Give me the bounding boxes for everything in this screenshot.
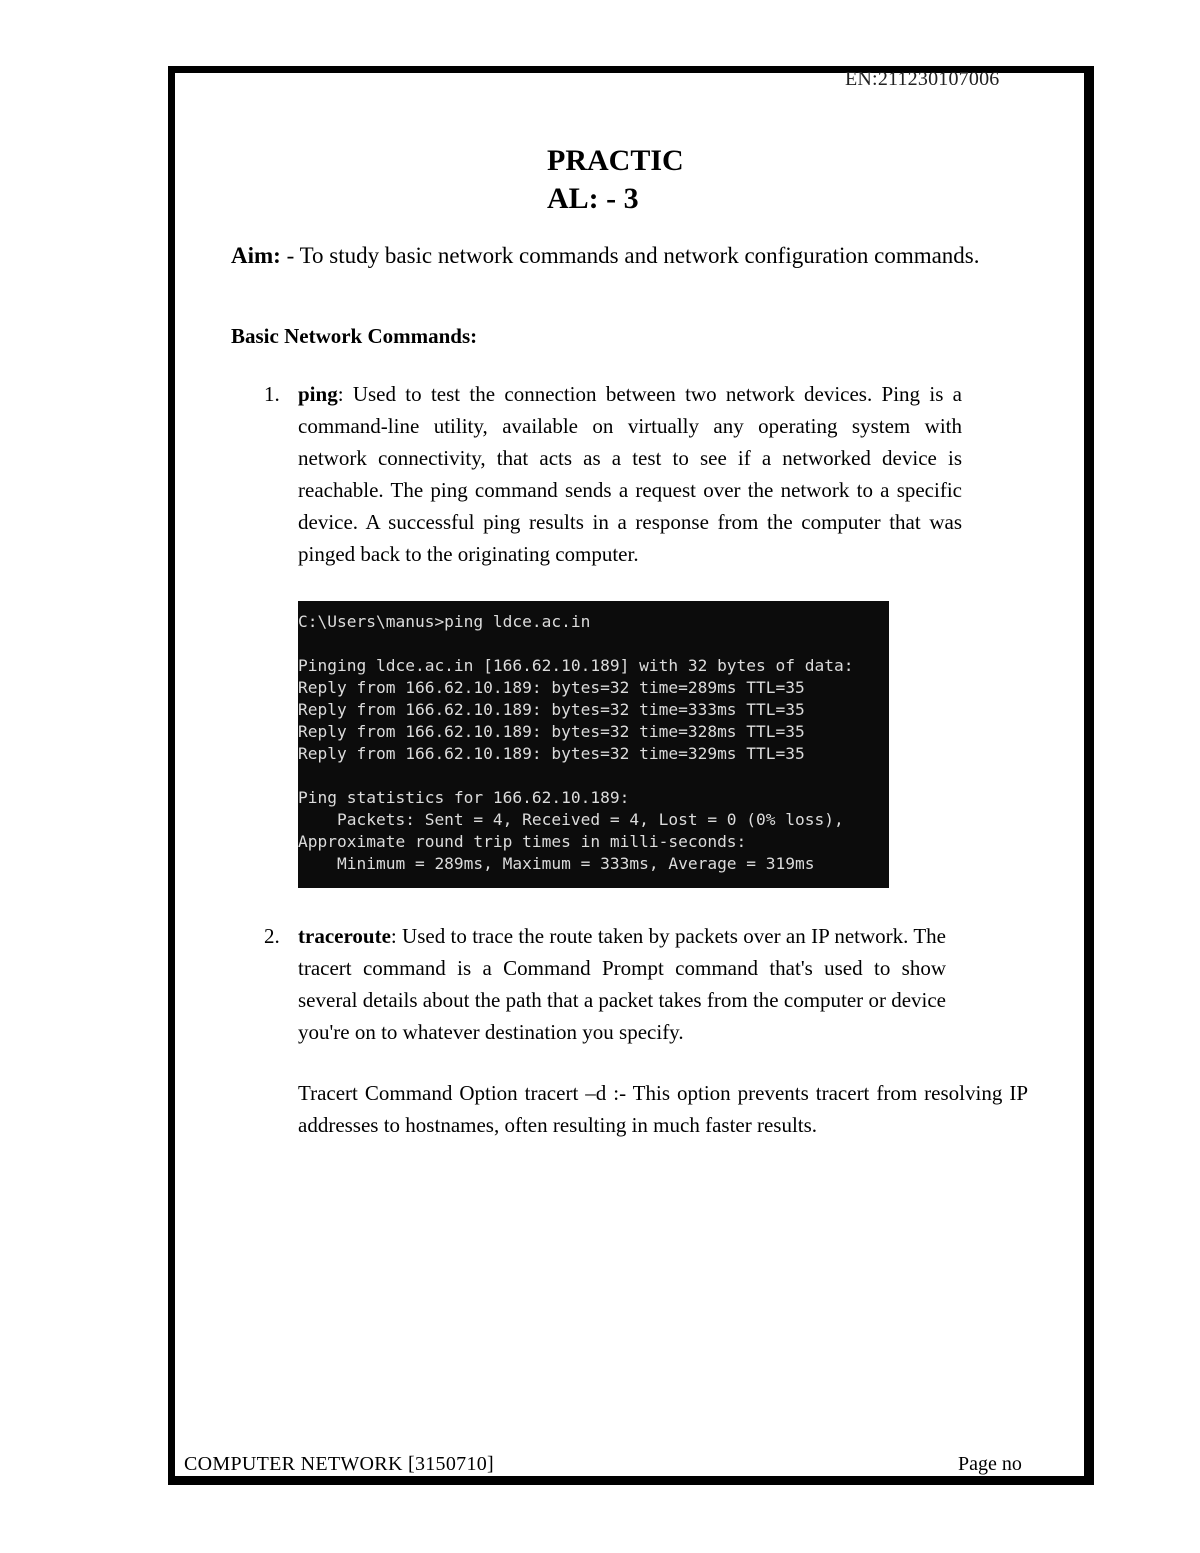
terminal-line: Pinging ldce.ac.in [166.62.10.189] with 32 bytes of data:: [298, 656, 854, 675]
terminal-line: Approximate round trip times in milli-seconds:: [298, 832, 747, 851]
title-line-1: PRACTIC: [547, 144, 684, 177]
enrollment-number: EN:211230107006: [845, 68, 1000, 90]
terminal-line: Minimum = 289ms, Maximum = 333ms, Average = 319ms: [298, 854, 815, 873]
list-number: 1.: [264, 382, 280, 406]
title-line-2: AL: - 3: [547, 182, 639, 215]
terminal-line: Reply from 166.62.10.189: bytes=32 time=333ms TTL=35: [298, 700, 805, 719]
terminal-line: Reply from 166.62.10.189: bytes=32 time=289ms TTL=35: [298, 678, 805, 697]
tracert-option-text: Tracert Command Option tracert –d :- This option prevents tracert from resolving IP addresses to hostnames, often resulting in much faster results.: [298, 1081, 1028, 1137]
terminal-line: C:\Users\manus>ping ldce.ac.in: [298, 612, 591, 631]
list-number: 2.: [264, 924, 280, 948]
footer-page-number: Page no: [958, 1453, 1022, 1475]
aim-label: Aim:: [231, 243, 281, 268]
terminal-line: Reply from 166.62.10.189: bytes=32 time=329ms TTL=35: [298, 744, 805, 763]
terminal-line: Reply from 166.62.10.189: bytes=32 time=328ms TTL=35: [298, 722, 805, 741]
footer-course: COMPUTER NETWORK [3150710]: [184, 1453, 495, 1475]
terminal-line: [298, 765, 889, 787]
term-ping: ping: [298, 382, 338, 406]
list-item-text: [298, 378, 962, 570]
terminal-line: Ping statistics for 166.62.10.189:: [298, 788, 630, 807]
term-traceroute: traceroute: [298, 924, 391, 948]
aim-paragraph: [231, 240, 1051, 272]
terminal-line: Packets: Sent = 4, Received = 4, Lost = 0 (0% loss),: [298, 810, 844, 829]
terminal-line: [298, 633, 889, 655]
list-item-text: [298, 920, 946, 1048]
practical-title: [547, 142, 684, 218]
section-heading: Basic Network Commands:: [231, 324, 478, 348]
ping-description: : Used to test the connection between two network devices. Ping is a command-line utility, available on virtually any operating system with network connectivity, that acts as a test to see if a networked device is reachable. The ping command sends a request over the network to a specific device. A successful ping results in a response from the computer that was pinged back to the originating computer.: [298, 382, 962, 566]
aim-text: - To study basic network commands and network configuration commands.: [280, 243, 980, 268]
terminal-screenshot: [298, 601, 889, 888]
traceroute-description: : Used to trace the route taken by packets over an IP network. The tracert command is a Command Prompt command that's used to show several details about the path that a packet takes from the computer or device you're on to whatever destination you specify.: [298, 924, 946, 1044]
